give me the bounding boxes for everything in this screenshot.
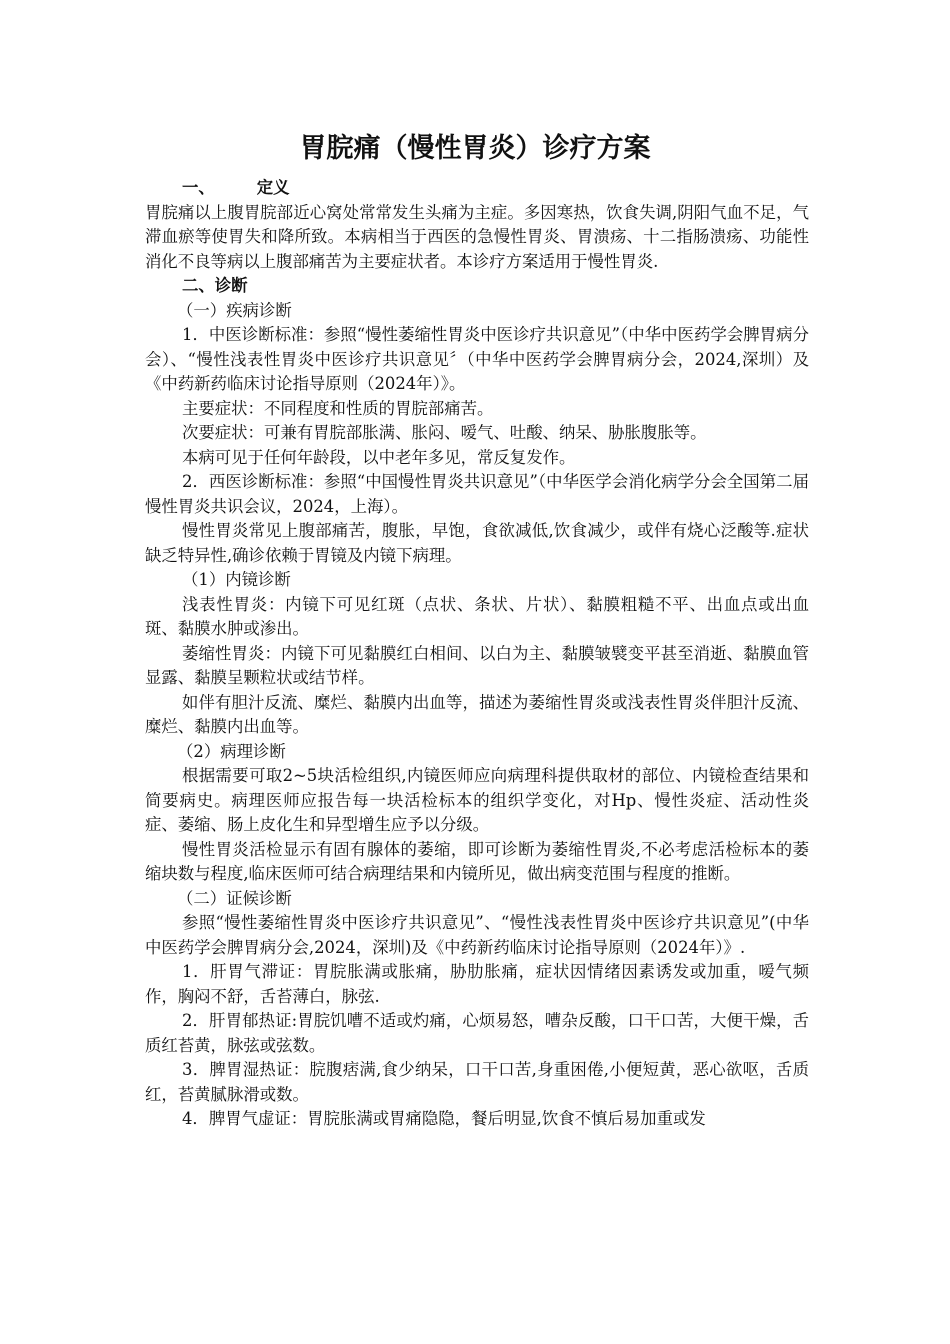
section-heading-diagnosis: 二、诊断 bbox=[182, 276, 248, 295]
page-title: 胃脘痛（慢性胃炎）诊疗方案 bbox=[299, 133, 651, 164]
paragraph: 4．脾胃气虚证：胃脘胀满或胃痛隐隐，餐后明显,饮食不慎后易加重或发 bbox=[182, 1109, 706, 1128]
paragraph: 如伴有胆汁反流、糜烂、黏膜内出血等，描述为萎缩性胃炎或浅表性胃炎伴胆汁反流、糜烂、黏膜内出血等。 bbox=[145, 692, 809, 736]
subsection-heading-disease-diagnosis: （一）疾病诊断 bbox=[177, 300, 292, 320]
paragraph: 慢性胃炎常见上腹部痛苦，腹胀，早饱，食欲减低,饮食减少，或伴有烧心泛酸等.症状缺乏特异性,确诊依赖于胃镜及内镜下病理。 bbox=[145, 521, 809, 565]
paragraph: 1．肝胃气滞证：胃脘胀满或胀痛，胁肋胀痛，症状因情绪因素诱发或加重，嗳气频作，胸闷不舒，舌苔薄白，脉弦. bbox=[145, 962, 809, 1006]
paragraph: 萎缩性胃炎：内镜下可见黏膜红白相间、以白为主、黏膜皱襞变平甚至消逝、黏膜血管显露、黏膜呈颗粒状或结节样。 bbox=[145, 643, 809, 687]
document-body bbox=[145, 176, 809, 1132]
paragraph: 2．西医诊断标准：参照“中国慢性胃炎共识意见”（中华医学会消化病学分会全国第二届慢性胃炎共识会议，2024，上海）。 bbox=[145, 472, 809, 516]
paragraph: 1．中医诊断标准：参照“慢性萎缩性胃炎中医诊疗共识意见”（中华中医药学会脾胃病分会）、“慢性浅表性胃炎中医诊疗共识意见〞（中华中医药学会脾胃病分会，2024,深圳）及《中药新药临床讨论指导原则（2024年）》。 bbox=[145, 325, 809, 393]
paragraph: 主要症状：不同程度和性质的胃脘部痛苦。 bbox=[182, 398, 494, 418]
paragraph: 慢性胃炎活检显示有固有腺体的萎缩，即可诊断为萎缩性胃炎,不必考虑活检标本的萎缩块数与程度,临床医师可结合病理结果和内镜所见，做出病变范围与程度的推断。 bbox=[145, 839, 809, 883]
paragraph: 参照“慢性萎缩性胃炎中医诊疗共识意见”、“慢性浅表性胃炎中医诊疗共识意见”(中华中医药学会脾胃病分会,2024，深圳)及《中药新药临床讨论指导原则（2024年）》. bbox=[145, 913, 809, 957]
subheading-endoscopy: （1）内镜诊断 bbox=[182, 570, 291, 589]
paragraph: 本病可见于任何年龄段，以中老年多见，常反复发作。 bbox=[182, 447, 576, 467]
subheading-pathology: （2）病理诊断 bbox=[177, 741, 286, 761]
paragraph: 次要症状：可兼有胃脘部胀满、胀闷、嗳气、吐酸、纳呆、胁胀腹胀等。 bbox=[182, 423, 707, 442]
section-heading-definition bbox=[145, 176, 809, 201]
subsection-heading-syndrome-diagnosis: （二）证候诊断 bbox=[177, 888, 292, 908]
paragraph: 浅表性胃炎：内镜下可见红斑（点状、条状、片状）、黏膜粗糙不平、出血点或出血斑、黏膜水肿或渗出。 bbox=[145, 594, 809, 638]
section-title: 定义 bbox=[256, 178, 290, 197]
paragraph: 根据需要可取2~5块活检组织,内镜医师应向病理科提供取材的部位、内镜检查结果和简要病史。病理医师应报告每一块活检标本的组织学变化，对Hp、慢性炎症、活动性炎症、萎缩、肠上皮化生和异型增生应予以分级。 bbox=[145, 766, 809, 834]
paragraph: 2．肝胃郁热证:胃脘饥嘈不适或灼痛，心烦易怒，嘈杂反酸，口干口苦，大便干燥，舌质红苔黄，脉弦或弦数。 bbox=[145, 1011, 809, 1055]
paragraph: 3．脾胃湿热证：脘腹痞满,食少纳呆，口干口苦,身重困倦,小便短黄，恶心欲呕，舌质红，苔黄腻脉滑或数。 bbox=[145, 1060, 809, 1104]
definition-paragraph: 胃脘痛以上腹胃脘部近心窝处常常发生头痛为主症。多因寒热，饮食失调,阴阳气血不足，气滞血瘀等使胃失和降所致。本病相当于西医的急慢性胃炎、胃溃疡、十二指肠溃疡、功能性消化不良等病以上腹部痛苦为主要症状者。本诊疗方案适用于慢性胃炎. bbox=[145, 202, 809, 271]
section-number: 一、 bbox=[182, 178, 215, 197]
